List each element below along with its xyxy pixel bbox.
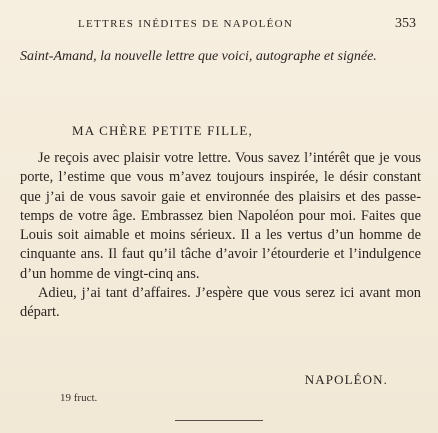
letter-date: 19 fruct. — [60, 392, 98, 404]
letter-paragraph: Adieu, j’ai tant d’affaires. J’espère que vous serez ici avant mon départ. — [20, 285, 421, 321]
letter-salutation: MA CHÈRE PETITE FILLE, — [72, 123, 253, 138]
letter-paragraph: Je reçois avec plaisir votre lettre. Vous savez l’intérêt que je vous porte, l’estime que vous m’avez toujours inspirée, le désir constant que j’ai de vous savoir gaie et environnée des plaisirs et des passe-temps de votre âge. Embrassez bien Napoléon pour moi. Faites que Louis soit aimable et moins sérieux. Il a les vertus d’un homme de cinquante ans. Il faut qu’il tâche d’avoir l’étourderie et l’indulgence d’un homme de vingt-cinq ans. — [20, 150, 421, 282]
page-number: 353 — [395, 16, 416, 31]
section-divider — [175, 420, 263, 421]
letter-body — [20, 149, 421, 323]
intro-text: Saint-Amand, la nouvelle lettre que voici, autographe et signée. — [20, 49, 377, 64]
running-title: LETTRES INÉDITES DE NAPOLÉON — [78, 18, 294, 30]
letter-signature: NAPOLÉON. — [304, 372, 388, 387]
